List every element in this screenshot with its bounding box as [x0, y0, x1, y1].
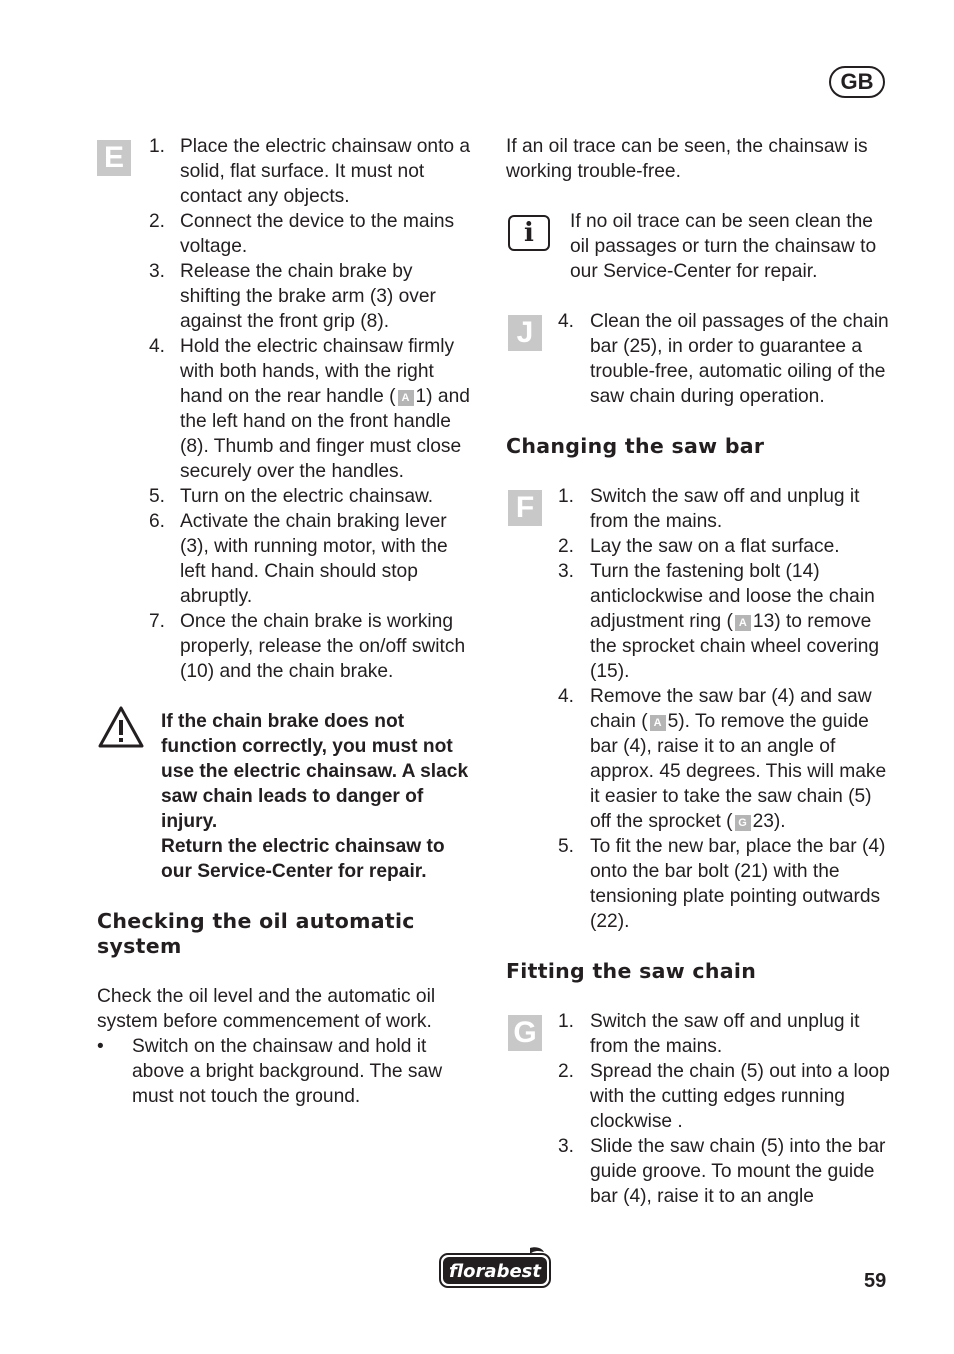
warning-triangle-icon — [97, 705, 145, 749]
oil-trace-text: If an oil trace can be seen, the chainsaw is working trouble-free. — [506, 136, 868, 182]
list-item: 4. Hold the electric chainsaw firmly with both hands, with the right hand on the rear handle ( A 1) and the left hand on the front handle (8). Thumb and finger must close securely over the handles. — [149, 336, 470, 482]
section-g — [506, 1009, 892, 1209]
list-item: 5. To fit the new bar, place the bar (4) onto the bar bolt (21) with the tensioning plate pointing outwards (22). — [558, 836, 886, 932]
page-number: 59 — [864, 1270, 887, 1292]
heading-oil-system: Checking the oil automatic system — [97, 909, 415, 958]
steps-list-e — [97, 134, 477, 684]
steps-list-f — [506, 484, 892, 934]
list-item: 2. Connect the device to the mains voltage. — [149, 211, 455, 257]
figure-ref-box-f: F — [508, 490, 542, 526]
figure-ref-box-j: J — [508, 315, 542, 351]
svg-text:florabest: florabest — [449, 1261, 541, 1282]
steps-list-g — [506, 1009, 892, 1209]
list-item: 5. Turn on the electric chainsaw. — [149, 486, 434, 507]
list-item: 2. Lay the saw on a flat surface. — [558, 536, 840, 557]
language-badge: GB — [829, 66, 885, 98]
figure-ref-icon: A — [398, 390, 414, 406]
right-column — [506, 134, 892, 1209]
steps-list-j — [506, 309, 892, 409]
heading-fitting-saw-chain: Fitting the saw chain — [506, 959, 757, 983]
figure-ref-icon: G — [735, 815, 751, 831]
section-f — [506, 484, 892, 934]
info-block — [506, 209, 892, 284]
section-j — [506, 309, 892, 409]
figure-ref-box-e: E — [97, 140, 131, 176]
oil-bullet-list — [97, 1034, 477, 1109]
figure-ref-icon: A — [735, 615, 751, 631]
section-e — [97, 134, 477, 684]
left-column — [97, 134, 477, 1109]
list-item: 4. Clean the oil passages of the chain bar (25), in order to guarantee a trouble-free, automatic oiling of the saw chain during operation. — [558, 311, 889, 407]
list-item: 7. Once the chain brake is working properly, release the on/off switch (10) and the chain brake. — [149, 611, 466, 682]
list-item: 1. Place the electric chainsaw onto a solid, flat surface. It must not contact any objects. — [149, 136, 471, 207]
heading-changing-saw-bar: Changing the saw bar — [506, 434, 765, 458]
list-item: • Switch on the chainsaw and hold it above a bright background. The saw must not touch the ground. — [97, 1036, 443, 1107]
info-icon: i — [508, 215, 550, 251]
list-item: 3. Release the chain brake by shifting the brake arm (3) over against the front grip (8). — [149, 261, 436, 332]
oil-intro-text: Check the oil level and the automatic oil system before commencement of work. — [97, 986, 436, 1032]
warning-text: If the chain brake does not function correctly, you must not use the electric chainsaw. A slack saw chain leads to danger of injury. — [161, 711, 469, 832]
list-item: 3. Turn the fastening bolt (14) anticlockwise and loose the chain adjustment ring ( A 13) to remove the sprocket chain wheel covering (15). — [558, 561, 880, 682]
figure-ref-box-g: G — [508, 1015, 542, 1051]
list-item: 1. Switch the saw off and unplug it from the mains. — [558, 1011, 860, 1057]
list-item: 4. Remove the saw bar (4) and saw chain ( A 5). To remove the guide bar (4), raise it to an angle of approx. 45 degrees. This will make it easier to take the saw chain (5) off the sprocket ( G 23). — [558, 686, 887, 832]
florabest-logo — [438, 1244, 552, 1290]
list-item: 1. Switch the saw off and unplug it from the mains. — [558, 486, 860, 532]
warning-block — [97, 709, 477, 884]
figure-ref-icon: A — [650, 715, 666, 731]
list-item: 3. Slide the saw chain (5) into the bar guide groove. To mount the guide bar (4), raise it to an angle — [558, 1136, 886, 1207]
list-item: 6. Activate the chain braking lever (3), with running motor, with the left hand. Chain should stop abruptly. — [149, 511, 448, 607]
warning-text-return: Return the electric chainsaw to our Service-Center for repair. — [161, 836, 445, 882]
info-text: If no oil trace can be seen clean the oil passages or turn the chainsaw to our Service-Center for repair. — [570, 211, 877, 282]
list-item: 2. Spread the chain (5) out into a loop with the cutting edges running clockwise . — [558, 1061, 890, 1132]
